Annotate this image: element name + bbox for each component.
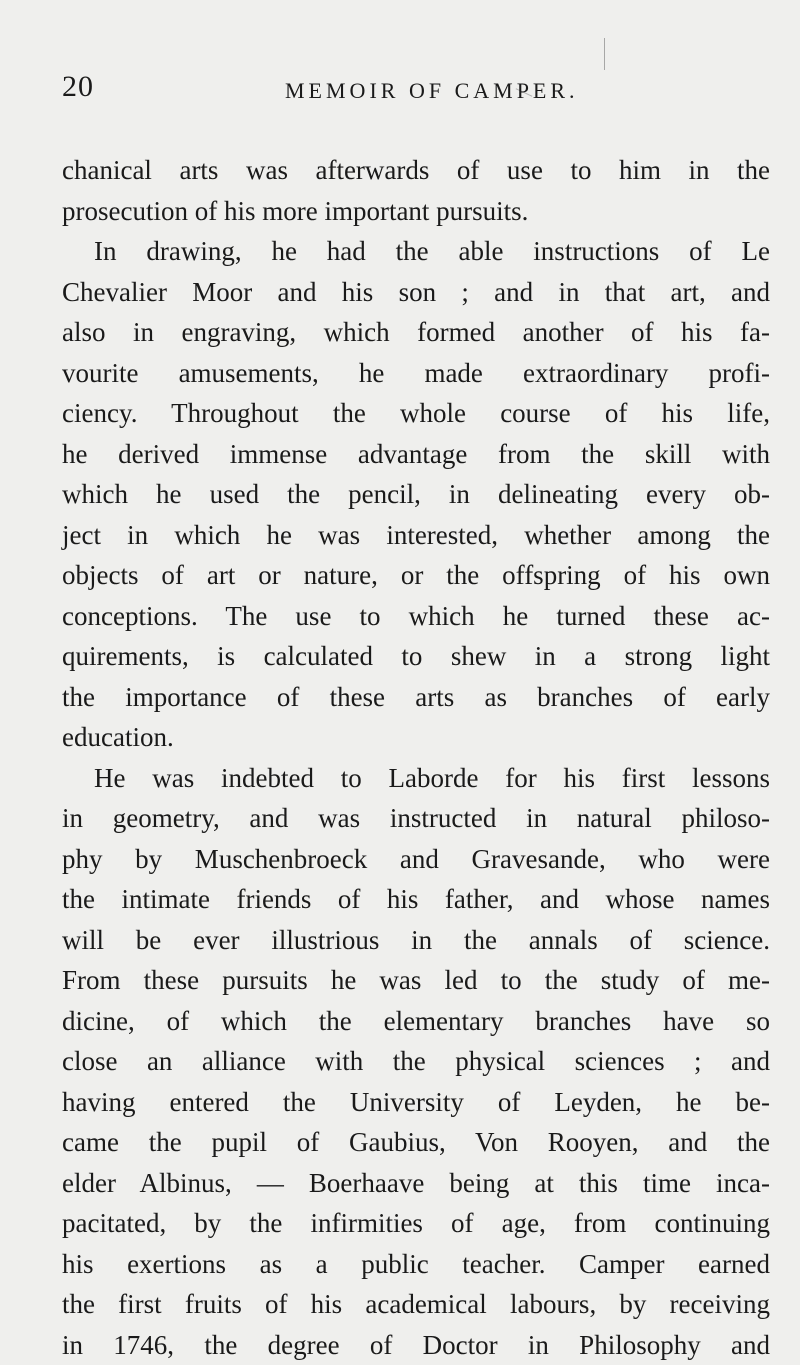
text-line: his exertions as a public teacher. Camper earned — [62, 1244, 770, 1285]
text-line: phy by Muschenbroeck and Gravesande, who were — [62, 839, 770, 880]
text-line: the importance of these arts as branches of early — [62, 677, 770, 718]
text-line: Chevalier Moor and his son ; and in that art, and — [62, 272, 770, 313]
text-line: the first fruits of his academical labours, by receiving — [62, 1284, 770, 1325]
body-text — [62, 150, 770, 1365]
text-line: dicine, of which the elementary branches have so — [62, 1001, 770, 1042]
running-head: MEMOIR OF CAMPER. — [285, 78, 579, 104]
text-line: the intimate friends of his father, and whose names — [62, 879, 770, 920]
text-line: ciency. Throughout the whole course of his life, — [62, 393, 770, 434]
text-line: in 1746, the degree of Doctor in Philosophy and — [62, 1325, 770, 1365]
text-line: in geometry, and was instructed in natural philoso- — [62, 798, 770, 839]
text-line: which he used the pencil, in delineating every ob- — [62, 474, 770, 515]
text-line: chanical arts was afterwards of use to him in the — [62, 150, 770, 191]
text-line: pacitated, by the infirmities of age, from continuing — [62, 1203, 770, 1244]
text-line: will be ever illustrious in the annals of science. — [62, 920, 770, 961]
text-line: ject in which he was interested, whether among the — [62, 515, 770, 556]
text-line: also in engraving, which formed another of his fa- — [62, 312, 770, 353]
page-number: 20 — [62, 70, 94, 104]
text-line: elder Albinus, — Boerhaave being at this time inca- — [62, 1163, 770, 1204]
text-line: having entered the University of Leyden, he be- — [62, 1082, 770, 1123]
text-line: In drawing, he had the able instructions of Le — [62, 231, 770, 272]
scan-mark — [604, 38, 605, 70]
text-line: prosecution of his more important pursuits. — [62, 191, 770, 232]
text-line: He was indebted to Laborde for his first lessons — [62, 758, 770, 799]
text-line: close an alliance with the physical sciences ; and — [62, 1041, 770, 1082]
text-line: education. — [62, 717, 770, 758]
text-line: vourite amusements, he made extraordinary profi- — [62, 353, 770, 394]
page-header — [0, 70, 800, 110]
text-line: quirements, is calculated to shew in a strong light — [62, 636, 770, 677]
text-line: came the pupil of Gaubius, Von Rooyen, and the — [62, 1122, 770, 1163]
text-line: objects of art or nature, or the offspring of his own — [62, 555, 770, 596]
text-line: he derived immense advantage from the skill with — [62, 434, 770, 475]
text-line: conceptions. The use to which he turned these ac- — [62, 596, 770, 637]
text-line: From these pursuits he was led to the study of me- — [62, 960, 770, 1001]
